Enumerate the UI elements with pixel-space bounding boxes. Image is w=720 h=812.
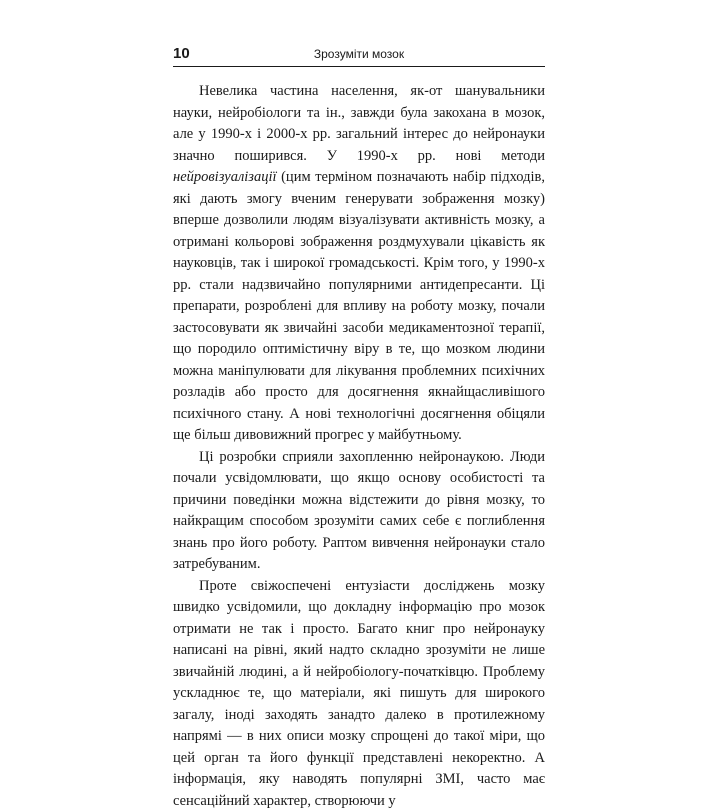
book-page	[173, 44, 545, 812]
paragraph-1-end: (цим терміном позначають набір підходів, які дають змогу вченим генерувати зображення мозку) вперше дозволили людям візуалізувати активність мозку, а отримані кольорові зображення роздмухували цікавість як науковців, так і широкої громадськості. Крім того, у 1990-х рр. стали надзвичайно популярними антидепресанти. Ці препарати, розроблені для впливу на роботу мозку, почали застосовувати як звичайні засоби медикаментозної терапії, що породило оптимістичну віру в те, що мозком людини можна маніпулювати для лікування проблемних психічних розладів або просто для досягнення якнайщасливішого психічного стану. А нові технологічні досягнення обіцяли ще більш дивовижний прогрес у майбутньому.	[173, 169, 545, 443]
running-title: Зрозуміти мозок	[173, 47, 545, 61]
paragraph-1	[173, 81, 545, 447]
paragraph-1-emphasis: нейровізуалізації	[173, 169, 277, 185]
page-header	[173, 44, 545, 67]
paragraph-3: Проте свіжоспечені ентузіасти досліджень мозку швидко усвідомили, що докладну інформацію про мозок отримати не так і просто. Багато книг про нейронауку написані на рівні, який надто складно зрозуміти не лише звичайній людині, а й нейробіологу-початківцю. Проблему ускладнює те, що матеріали, які пишуть для широкого загалу, іноді заходять занадто далеко в протилежному напрямі — в них описи мозку спрощені до такої міри, що цей орган та його функції представлені некоректно. А інформація, яку наводять популярні ЗМІ, часто має сенсаційний характер, створюючи у	[173, 576, 545, 812]
paragraph-2: Ці розробки сприяли захопленню нейронаукою. Люди почали усвідомлювати, що якщо основу особистості та причини поведінки можна відстежити до рівня мозку, то найкращим способом зрозуміти самих себе є поглиблення знань про його роботу. Раптом вивчення нейронауки стало затребуваним.	[173, 447, 545, 576]
paragraph-1-start: Невелика частина населення, як-от шанувальники науки, нейробіологи та ін., завжди була закохана в мозок, але у 1990-х і 2000-х рр. загальний інтерес до нейронауки значно поширився. У 1990-х рр. нові методи	[173, 83, 545, 164]
page-body	[173, 81, 545, 812]
page-number: 10	[173, 45, 190, 62]
